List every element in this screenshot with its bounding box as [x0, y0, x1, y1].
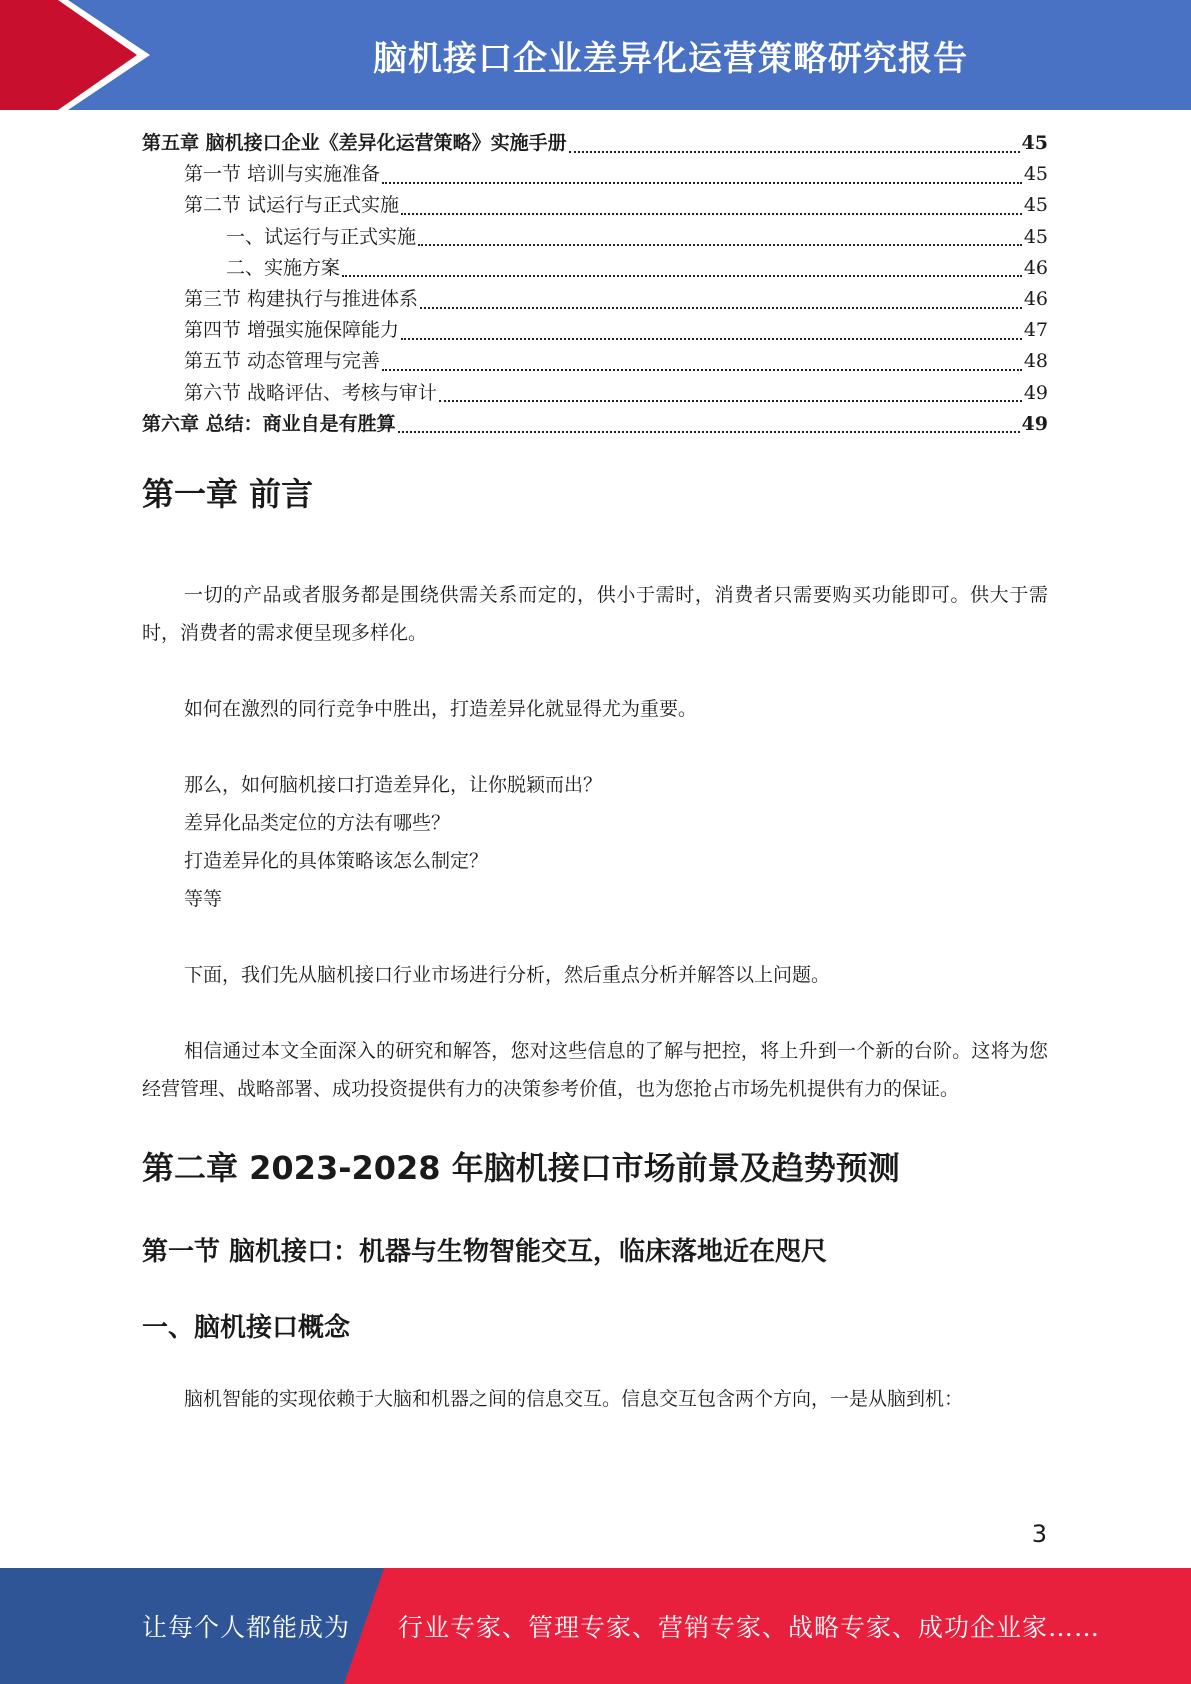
toc-entry[interactable]: [142, 222, 1048, 253]
toc-entry-label: 第五节 动态管理与完善: [184, 350, 381, 373]
header-banner: [0, 0, 1191, 110]
toc-entry[interactable]: [142, 346, 1048, 377]
toc-entry-label: 第三节 构建执行与推进体系: [184, 287, 419, 310]
toc-dot-leader: [401, 338, 1022, 340]
toc-entry[interactable]: [142, 159, 1048, 190]
toc-entry-page: 46: [1023, 256, 1048, 279]
report-title: 脑机接口企业差异化运营策略研究报告: [373, 38, 968, 79]
chapter-title: 第二章 2023-2028 年脑机接口市场前景及趋势预测: [142, 1149, 900, 1187]
paragraph: 脑机智能的实现依赖于大脑和机器之间的信息交互。信息交互包含两个方向，一是从脑到机：: [184, 1388, 964, 1410]
toc-entry-label: 第六节 战略评估、考核与审计: [184, 381, 438, 404]
toc-entry-page: 48: [1023, 350, 1048, 373]
footer-banner: [0, 1568, 1191, 1684]
toc-dot-leader: [401, 213, 1022, 215]
toc-entry-label: 第六章 总结：商业自是有胜算: [142, 412, 396, 435]
toc-entry-label: 一、试运行与正式实施: [226, 225, 417, 248]
toc-entry[interactable]: [142, 378, 1048, 409]
question-line: 等等: [184, 888, 223, 910]
subsection-title: 一、脑机接口概念: [142, 1313, 351, 1343]
question-line: 差异化品类定位的方法有哪些？: [184, 812, 451, 834]
question-line: 打造差异化的具体策略该怎么制定？: [184, 850, 489, 872]
toc-entry-page: 45: [1021, 132, 1048, 154]
toc-entry[interactable]: [142, 128, 1048, 159]
paragraph: 一切的产品或者服务都是围绕供需关系而定的，供小于需时，消费者只需要购买功能即可。供大于需时，消费者的需求便呈现多样化。: [142, 584, 1048, 644]
page-number: 3: [1031, 1520, 1047, 1548]
table-of-contents: [142, 128, 1048, 440]
toc-dot-leader: [420, 307, 1022, 309]
toc-entry-page: 45: [1023, 194, 1048, 217]
toc-entry-label: 第五章 脑机接口企业《差异化运营策略》实施手册: [142, 132, 567, 154]
chapter-title: 第一章 前言: [142, 475, 314, 513]
toc-dot-leader: [382, 182, 1022, 184]
chevron-arrow-icon: [0, 0, 150, 110]
toc-dot-leader: [569, 151, 1020, 153]
toc-entry-page: 46: [1023, 287, 1048, 310]
toc-dot-leader: [439, 400, 1022, 402]
toc-entry-label: 第一节 培训与实施准备: [184, 163, 381, 186]
section-title: 第一节 脑机接口：机器与生物智能交互，临床落地近在咫尺: [142, 1237, 828, 1267]
toc-entry-label: 二、实施方案: [226, 256, 341, 279]
toc-entry-page: 45: [1023, 225, 1048, 248]
paragraph: 如何在激烈的同行竞争中胜出，打造差异化就显得尤为重要。: [184, 698, 698, 720]
toc-entry[interactable]: [142, 253, 1048, 284]
footer-slogan-right: 行业专家、管理专家、营销专家、战略专家、成功企业家……: [398, 1613, 1101, 1642]
main-content: [142, 470, 1048, 1418]
toc-entry[interactable]: [142, 284, 1048, 315]
toc-dot-leader: [418, 244, 1022, 246]
toc-entry-page: 47: [1023, 319, 1048, 342]
toc-entry[interactable]: [142, 315, 1048, 346]
toc-entry-label: 第四节 增强实施保障能力: [184, 319, 400, 342]
paragraph: 相信通过本文全面深入的研究和解答，您对这些信息的了解与把控，将上升到一个新的台阶。这将为您经营管理、战略部署、成功投资提供有力的决策参考价值，也为您抢占市场先机提供有力的保证。: [142, 1040, 1048, 1100]
toc-entry[interactable]: [142, 409, 1048, 440]
toc-entry-page: 45: [1023, 163, 1048, 186]
toc-dot-leader: [382, 369, 1022, 371]
toc-entry[interactable]: [142, 190, 1048, 221]
toc-entry-page: 49: [1023, 381, 1048, 404]
question-line: 那么，如何脑机接口打造差异化，让你脱颖而出？: [184, 774, 603, 796]
toc-entry-page: 49: [1021, 412, 1048, 435]
toc-dot-leader: [398, 431, 1020, 433]
toc-entry-label: 第二节 试运行与正式实施: [184, 194, 400, 217]
paragraph: 下面，我们先从脑机接口行业市场进行分析，然后重点分析并解答以上问题。: [184, 964, 831, 986]
footer-slogan-left: 让每个人都能成为: [142, 1613, 351, 1642]
toc-dot-leader: [342, 275, 1022, 277]
